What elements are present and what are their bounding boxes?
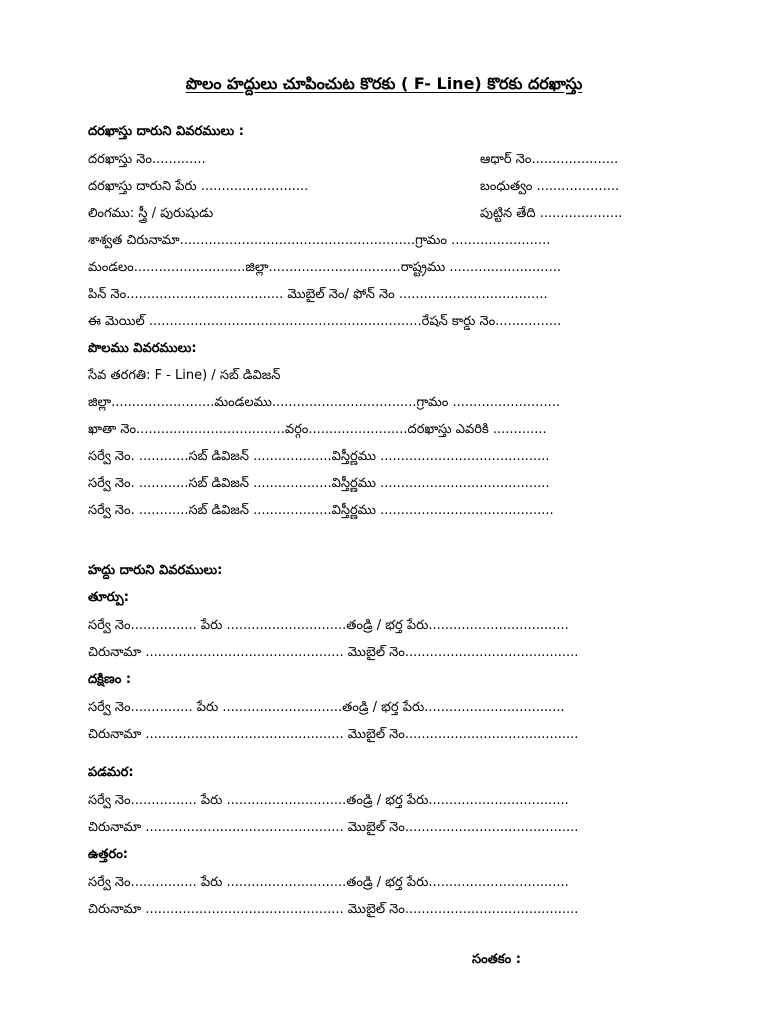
west-survey-field[interactable]: సర్వే నెం................ పేరు .............................తండ్రి / భర్త పేరు.................................. — [88, 793, 569, 808]
permanent-address-field[interactable]: శాశ్వత చిరునామా.........................................................గ్రామం ........................ — [88, 233, 551, 248]
gender-field[interactable]: లింగము: స్త్రీ / పురుషుడు — [88, 206, 214, 221]
khata-field[interactable]: ఖాతా నెం....................................వర్గం........................దరఖాస్తు ఎవరికి ............. — [88, 422, 547, 437]
land-heading: పొలము వివరములు: — [88, 341, 197, 356]
north-label: ఉత్తరం: — [88, 847, 128, 862]
north-address-field[interactable]: చిరునామా ................................................ మొబైల్ నెం.......................................... — [88, 902, 579, 917]
west-address-field[interactable]: చిరునామా ................................................ మొబైల్ నెం.......................................... — [88, 820, 579, 835]
district-mandal-village-field[interactable]: జిల్లా.........................మండలము...................................గ్రామం .......................... — [88, 395, 560, 410]
boundary-heading: హద్దు దారుని వివరములు: — [88, 563, 223, 578]
applicant-row-2 — [88, 179, 620, 201]
survey-field-3[interactable]: సర్వే నెం. ............సబ్ డివిజన్ ...................విస్తీర్ణము .......................................... — [88, 503, 554, 518]
west-label: పడమర: — [88, 765, 134, 780]
applicant-name-field[interactable]: దరఖాస్తు దారుని పేరు .......................... — [88, 179, 309, 194]
aadhar-field[interactable]: ఆధార్ నెం..................... — [480, 152, 619, 167]
south-label: దక్షిణం : — [88, 672, 132, 687]
east-label: తూర్పు: — [88, 590, 129, 605]
pin-mobile-field[interactable]: పిన్ నెం...................................... మొబైల్ నెం/ ఫోన్ నెం .................................... — [88, 287, 548, 302]
north-survey-field[interactable]: సర్వే నెం................ పేరు .............................తండ్రి / భర్త పేరు.................................. — [88, 875, 569, 890]
email-ration-field[interactable]: ఈ మెయిల్ ..................................................................రేషన్ కార్డు నెం................ — [88, 314, 562, 329]
mandal-district-state-field[interactable]: మండలం...........................జిల్లా................................రాష్ట్రము ........................... — [88, 260, 561, 275]
service-class-field[interactable]: సేవ తరగతి: F - Line) / సబ్ డివిజన్ — [88, 368, 281, 383]
survey-field-1[interactable]: సర్వే నెం. ............సబ్ డివిజన్ ...................విస్తీర్ణము ......................................... — [88, 449, 550, 464]
applicant-row-1 — [88, 152, 619, 174]
south-address-field[interactable]: చిరునామా ................................................ మొబైల్ నెం.......................................... — [88, 727, 579, 742]
applicant-heading: దరఖాస్తు దారుని వివరములు : — [88, 124, 244, 139]
form-title: పొలం హద్దులు చూపించుట కొరకు ( F- Line) కొరకు దరఖాస్తు — [185, 74, 583, 93]
application-number-field[interactable]: దరఖాస్తు నెం............. — [88, 152, 206, 167]
survey-field-2[interactable]: సర్వే నెం. ............సబ్ డివిజన్ ...................విస్తీర్ణము ......................................... — [88, 476, 550, 491]
applicant-row-3 — [88, 206, 623, 228]
date-of-birth-field[interactable]: పుట్టిన తేది .................... — [480, 206, 623, 221]
relation-field[interactable]: బంధుత్వం .................... — [480, 179, 620, 194]
east-survey-field[interactable]: సర్వే నెం................ పేరు .............................తండ్రి / భర్త పేరు.................................. — [88, 618, 569, 633]
south-survey-field[interactable]: సర్వే నెం............... పేరు .............................తండ్రి / భర్త పేరు.................................. — [88, 700, 565, 715]
signature-label: సంతకం : — [472, 952, 521, 967]
east-address-field[interactable]: చిరునామా ................................................ మొబైల్ నెం.......................................... — [88, 645, 579, 660]
